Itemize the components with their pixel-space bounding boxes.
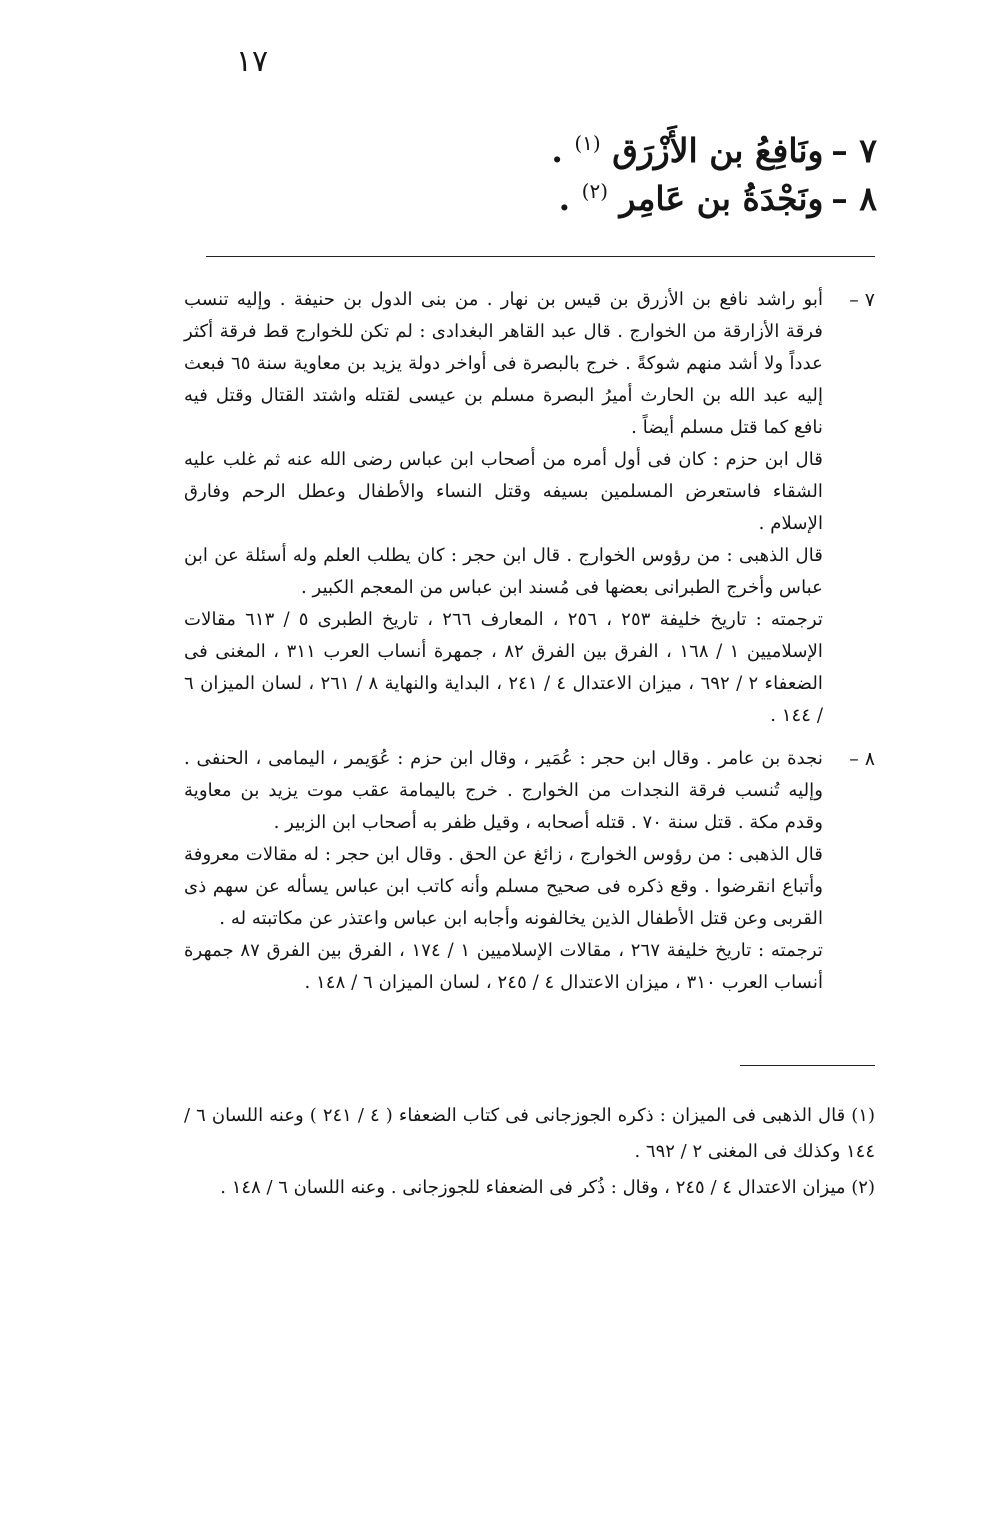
main-entry-number: ٧ – bbox=[831, 131, 877, 170]
note-7 bbox=[184, 284, 875, 732]
footnote-divider bbox=[740, 1065, 875, 1066]
footnotes-section bbox=[184, 1098, 875, 1206]
main-entry-text: ونَجْدَةُ بن عَامِر bbox=[619, 179, 824, 218]
main-entry-number: ٨ – bbox=[831, 179, 877, 218]
note-paragraph: قال الذهبى : من رؤوس الخوارج ، زائغ عن الحق . وقال ابن حجر : له مقالات معروفة وأتباع انقرضوا . وقع ذكره فى صحيح مسلم وأنه كاتب ابن عباس يسأله عن سهم ذى القربى وعن قتل الأطفال الذين يخالفونه وأجابه ابن عباس واعتذر عن مكاتبته له . bbox=[184, 844, 823, 929]
main-entry-end: . bbox=[558, 179, 571, 218]
note-paragraph: قال الذهبى : من رؤوس الخوارج . قال ابن حجر : كان يطلب العلم وله أسئلة عن ابن عباس وأخرج الطبرانى بعضها فى مُسند ابن عباس من المعجم الكبير . bbox=[184, 545, 823, 598]
note-number: ٨ – bbox=[849, 748, 875, 770]
page-number: ١٧ bbox=[235, 44, 269, 79]
footnote-ref-1: (١) bbox=[574, 131, 601, 155]
note-paragraph: نجدة بن عامر . وقال ابن حجر : عُمَير ، وقال ابن حزم : عُوَيمر ، اليمامى ، الحنفى . وإليه تُنسب فرقة النجدات من الخوارج . خرج باليمامة عقب موت يزيد بن معاوية وقدم مكة . قتل سنة ٧٠ . قتله أصحابه ، وقيل ظفر به أصحاب ابن الزبير . bbox=[184, 748, 823, 833]
note-number: ٧ – bbox=[849, 289, 875, 311]
footnote-2: (٢) ميزان الاعتدال ٤ / ٢٤٥ ، وقال : ذُكر فى الضعفاء للجوزجانى . وعنه اللسان ٦ / ١٤٨ . bbox=[220, 1177, 875, 1198]
main-entry-end: . bbox=[551, 131, 563, 170]
main-entry-8 bbox=[240, 166, 877, 224]
note-paragraph: ترجمته : تاريخ خليفة ٢٦٧ ، مقالات الإسلاميين ١ / ١٧٤ ، الفرق بين الفرق ٨٧ جمهرة أنساب العرب ٣١٠ ، ميزان الاعتدال ٤ / ٢٤٥ ، لسان الميزان ٦ / ١٤٨ . bbox=[184, 940, 823, 993]
main-entry-text: ونَافِعُ بن الأَزْرَق bbox=[612, 131, 824, 170]
note-paragraph: أبو راشد نافع بن الأزرق بن قيس بن نهار . من بنى الدول بن حنيفة . وإليه تنسب فرقة الأزارقة من الخوارج . قال عبد القاهر البغدادى : لم تكن للخوارج قط فرقة أكثر عدداً ولا أشد منهم شوكةً . خرج بالبصرة فى أواخر دولة يزيد بن معاوية سنة ٦٥ فبعث إليه عبد الله بن الحارث أميرُ البصرة مسلم بن عيسى لقتله واشتد القتال وقتل فيه نافع كما قتل مسلم أيضاً . bbox=[184, 289, 823, 438]
note-paragraph: قال ابن حزم : كان فى أول أمره من أصحاب ابن عباس رضى الله عنه ثم غلب عليه الشقاء فاستعرض المسلمين بسيفه وقتل النساء والأطفال وعطل الرحم وفارق الإسلام . bbox=[184, 449, 823, 534]
note-paragraph: ترجمته : تاريخ خليفة ٢٥٣ ، ٢٥٦ ، المعارف ٢٦٦ ، تاريخ الطبرى ٥ / ٦١٣ مقالات الإسلاميين ١ / ١٦٨ ، الفرق بين الفرق ٨٢ ، جمهرة أنساب العرب ٣١١ ، المغنى فى الضعفاء ٢ / ٦٩٢ ، ميزان الاعتدال ٤ / ٢٤١ ، البداية والنهاية ٨ / ٢٦١ ، لسان الميزان ٦ / ١٤٤ . bbox=[184, 609, 823, 726]
footnote-ref-2: (٢) bbox=[581, 179, 609, 203]
main-divider bbox=[206, 256, 875, 257]
footnote-1: (١) قال الذهبى فى الميزان : ذكره الجوزجانى فى كتاب الضعفاء ( ٤ / ٢٤١ ) وعنه اللسان ٦ / ١٤٤ وكذلك فى المغنى ٢ / ٦٩٢ . bbox=[184, 1105, 875, 1162]
note-body bbox=[184, 284, 823, 732]
note-8 bbox=[184, 743, 875, 999]
note-body bbox=[184, 743, 823, 999]
